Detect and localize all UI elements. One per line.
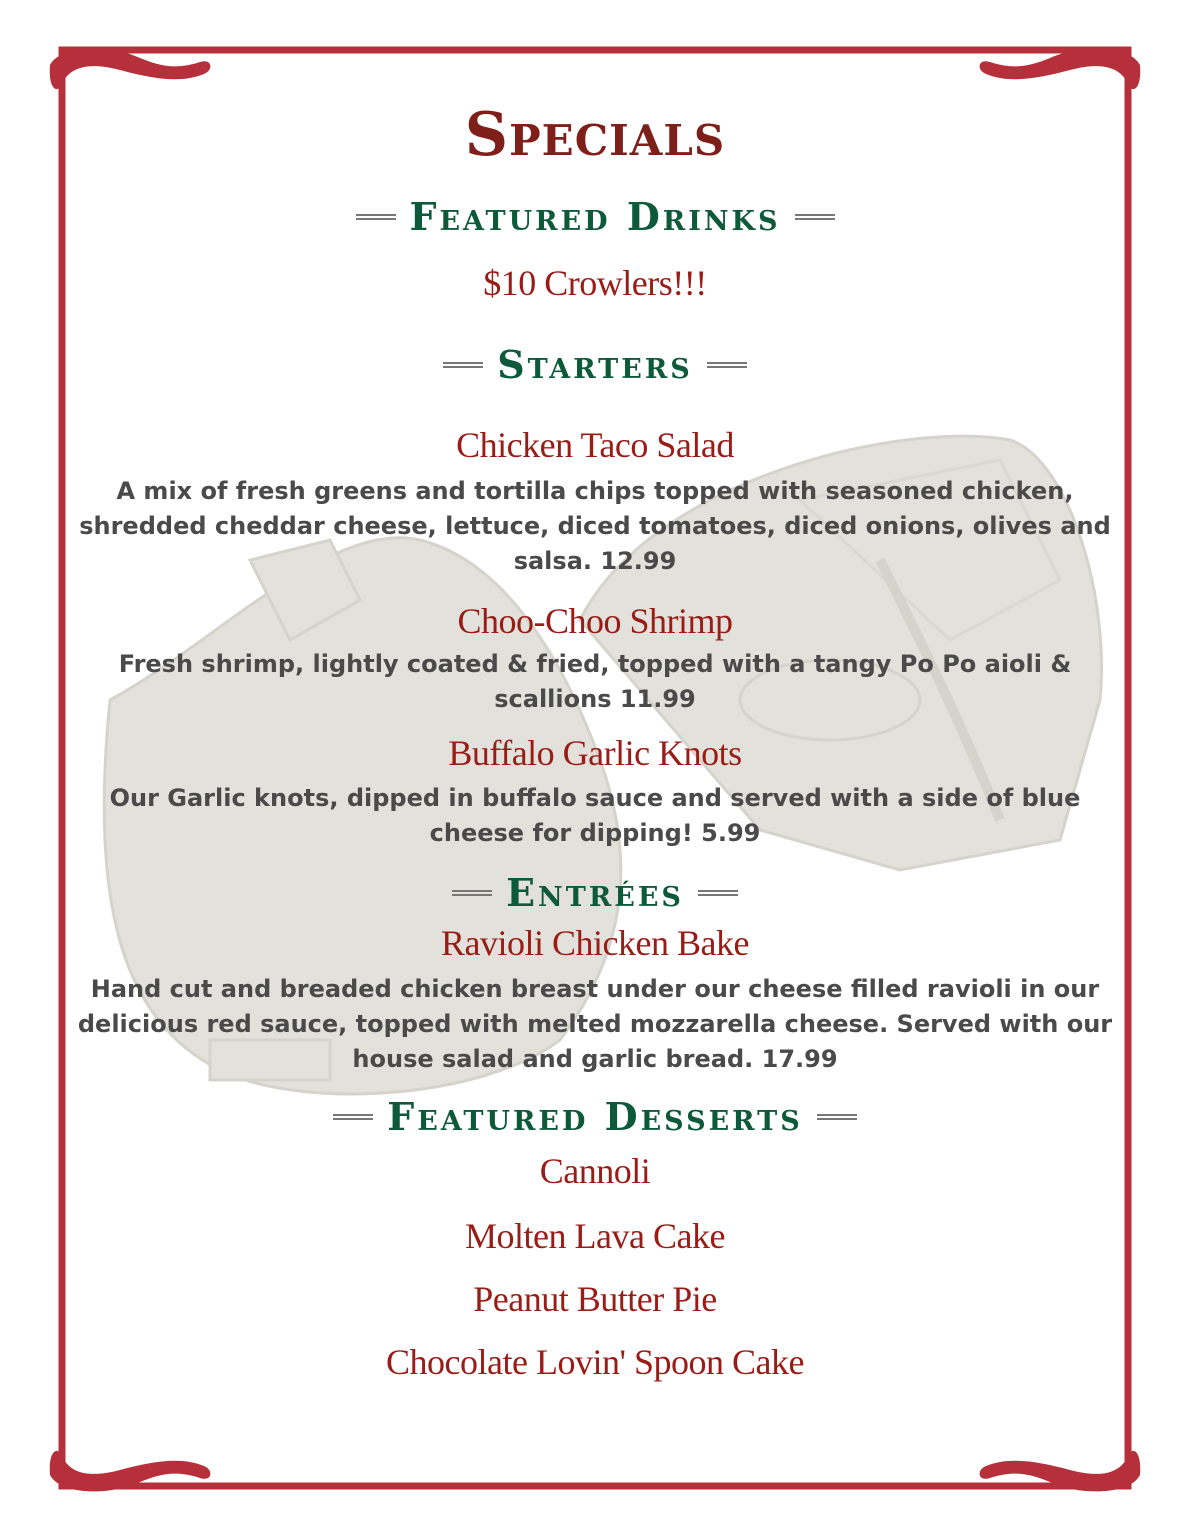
dessert-item: Cannoli	[539, 1151, 651, 1191]
page-title: Specials	[464, 100, 726, 170]
menu-item-name: Ravioli Chicken Bake	[441, 923, 749, 963]
divider	[698, 890, 738, 896]
menu-item-name: Choo-Choo Shrimp	[457, 601, 733, 641]
divider	[707, 362, 747, 368]
section-heading-drinks	[70, 194, 1120, 239]
divider	[356, 214, 396, 220]
section-heading-starters	[70, 342, 1120, 387]
divider	[443, 362, 483, 368]
menu-item-description: A mix of fresh greens and tortilla chips topped with seasoned chicken, shredded cheddar cheese, lettuce, diced tomatoes, diced onions, olives and salsa. 12.99	[79, 477, 1111, 575]
divider	[795, 214, 835, 220]
dessert-item: Peanut Butter Pie	[473, 1279, 717, 1319]
section-label: Starters	[497, 342, 693, 387]
dessert-item: Chocolate Lovin' Spoon Cake	[386, 1342, 804, 1382]
section-heading-entrees	[70, 870, 1120, 915]
section-label: Entrées	[506, 870, 684, 915]
menu-item-name: Buffalo Garlic Knots	[448, 733, 742, 773]
divider	[817, 1114, 857, 1120]
menu-item-description: Our Garlic knots, dipped in buffalo sauce and served with a side of blue cheese for dipping! 5.99	[109, 784, 1081, 847]
divider	[333, 1114, 373, 1120]
drink-item: $10 Crowlers!!!	[483, 263, 707, 303]
section-heading-desserts	[70, 1094, 1120, 1139]
menu-item-name: Chicken Taco Salad	[456, 425, 734, 465]
section-label: Featured Desserts	[387, 1094, 803, 1139]
divider	[452, 890, 492, 896]
section-label: Featured Drinks	[409, 194, 781, 239]
menu-item-description: Hand cut and breaded chicken breast under our cheese filled ravioli in our delicious red sauce, topped with melted mozzarella cheese. Served with our house salad and garlic bread. 17.99	[77, 975, 1113, 1073]
menu-item-description: Fresh shrimp, lightly coated & fried, topped with a tangy Po Po aioli & scallions 11.99	[118, 650, 1072, 713]
dessert-item: Molten Lava Cake	[465, 1216, 725, 1256]
